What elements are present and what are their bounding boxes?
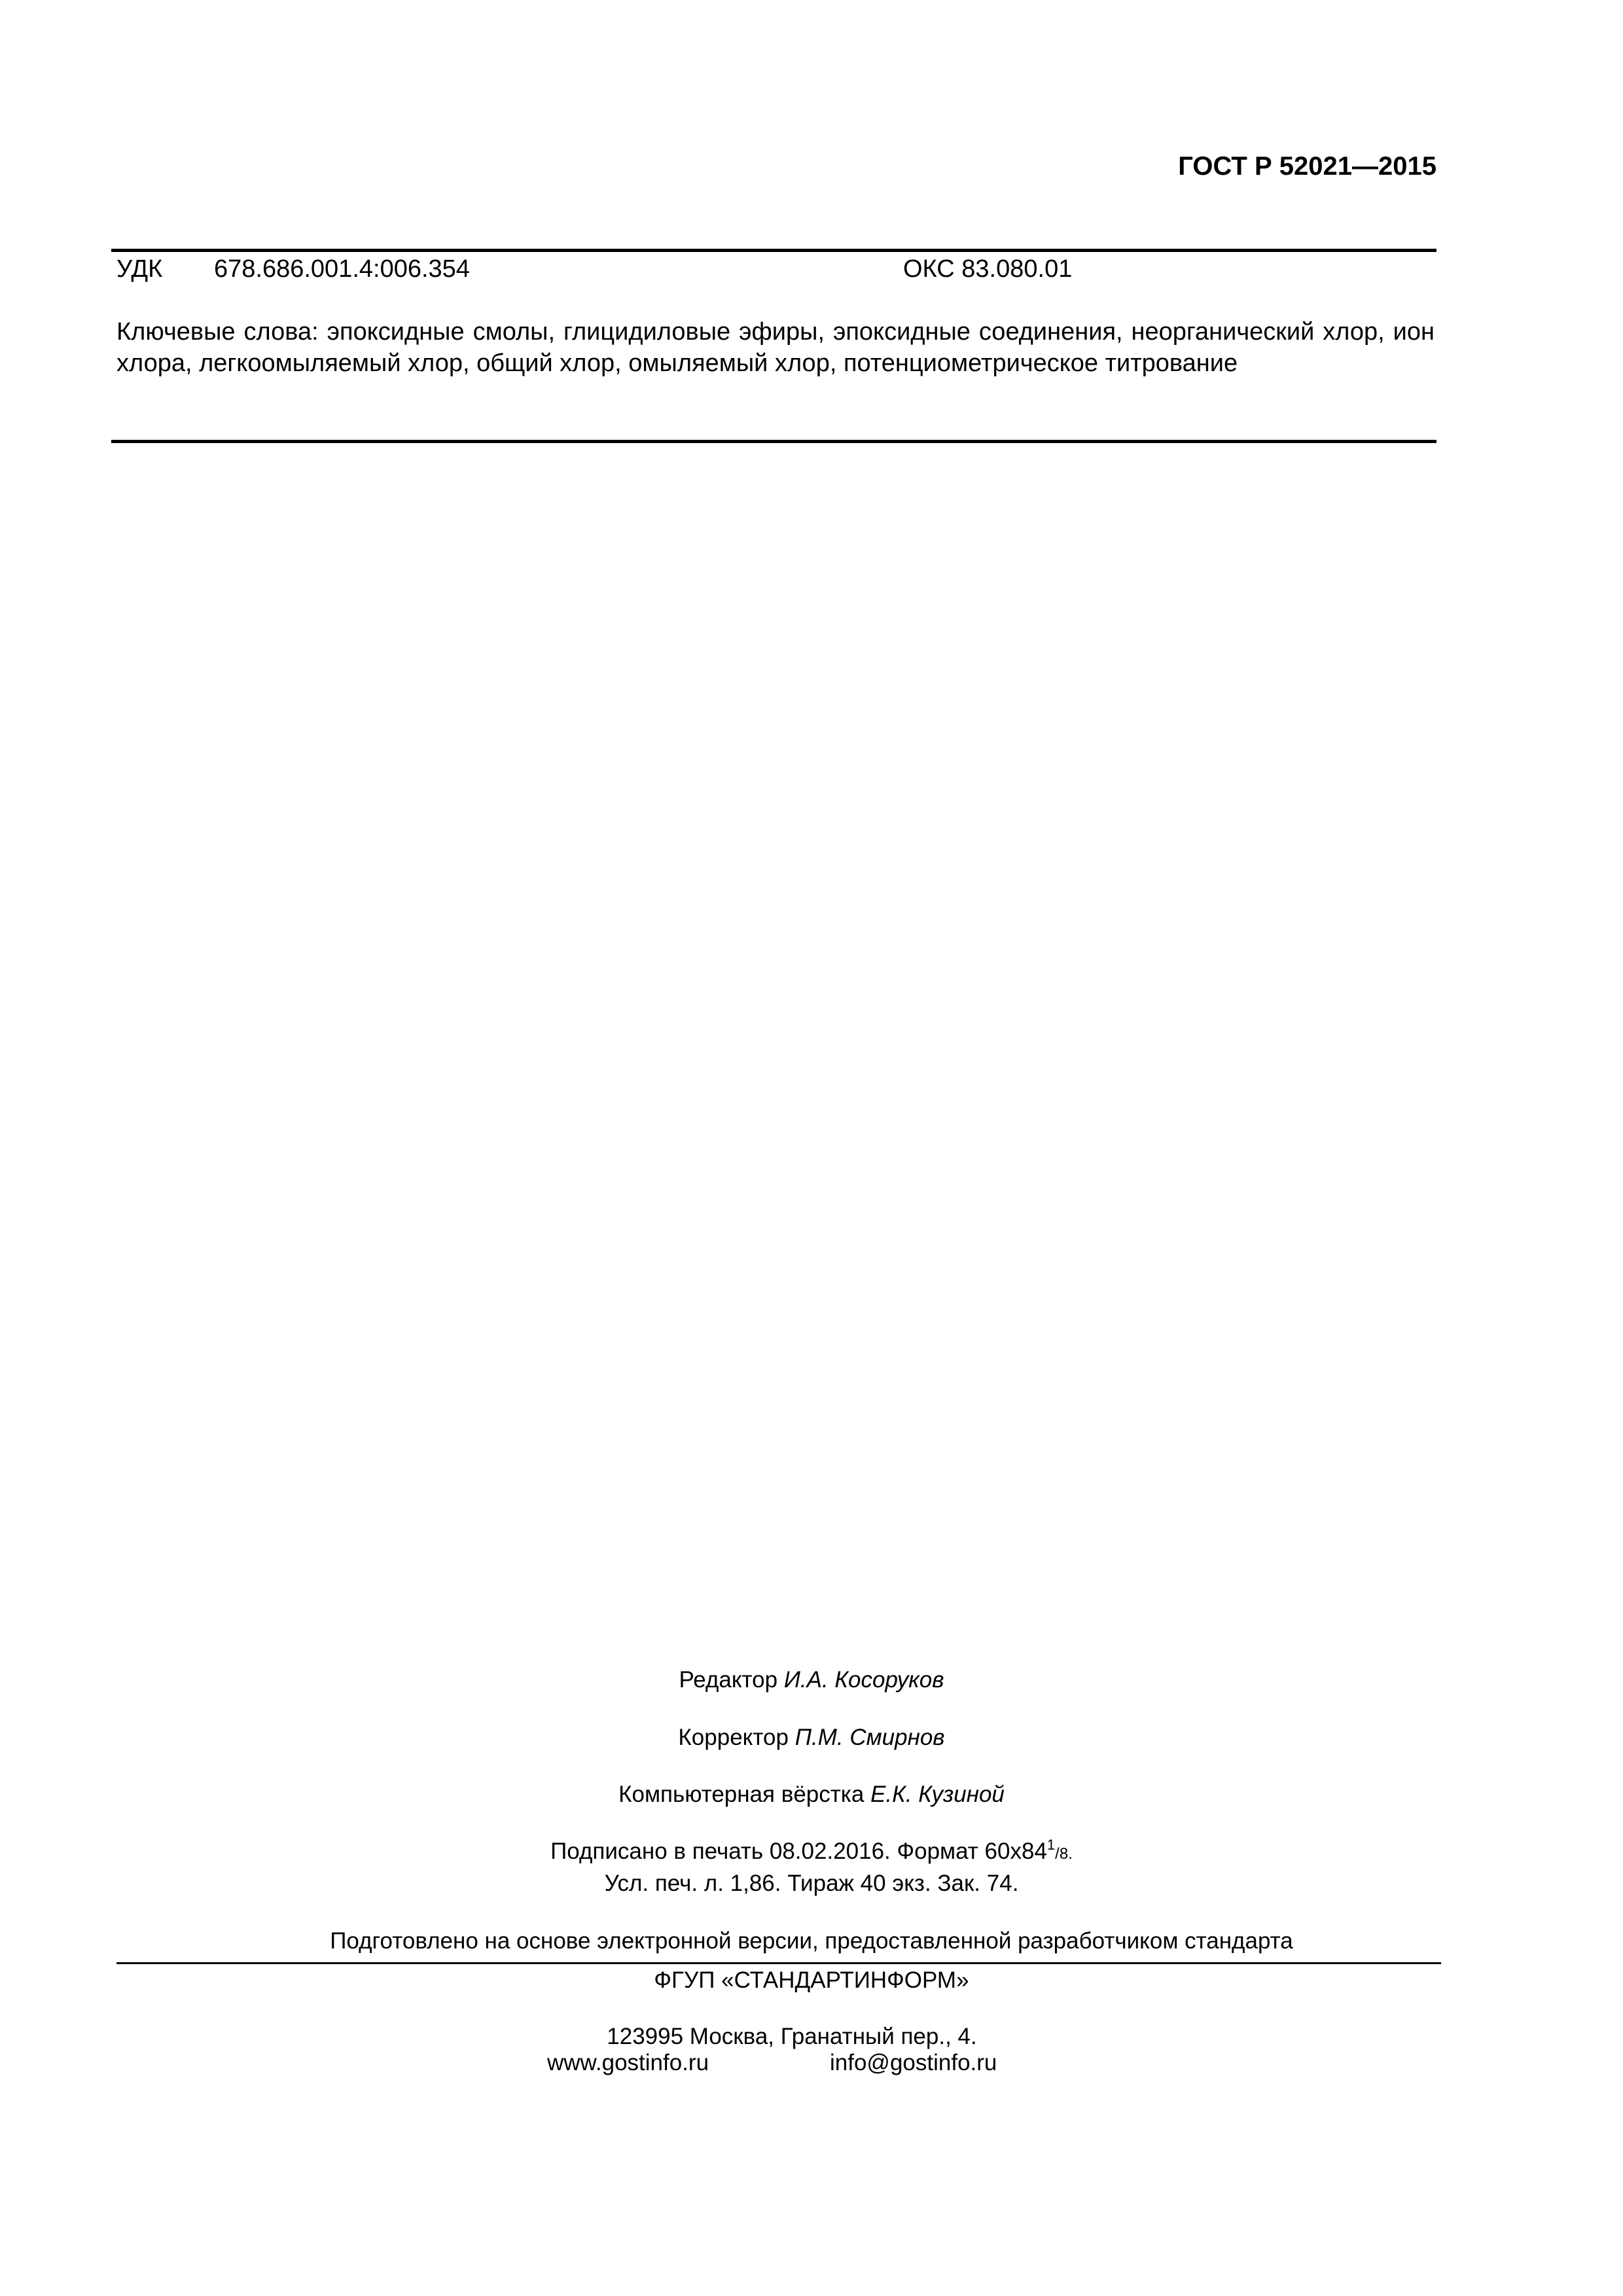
layout-line [0, 1782, 1623, 1808]
corrector-name: П.М. Смирнов [794, 1725, 945, 1750]
website-link[interactable]: www.gostinfo.ru [547, 2050, 709, 2075]
oks-code [903, 255, 1072, 283]
layout-label: Компьютерная вёрстка [618, 1782, 865, 1807]
signed-line [0, 1837, 1623, 1865]
corrector-label: Корректор [678, 1725, 789, 1750]
publisher-address: 123995 Москва, Гранатный пер., 4. [607, 2024, 977, 2049]
keywords-divider [111, 440, 1436, 443]
format-superscript: 1 [1046, 1837, 1056, 1853]
keywords-label: Ключевые слова: [116, 318, 319, 346]
format-denominator: /8. [1055, 1845, 1073, 1863]
editor-name: И.А. Косоруков [783, 1667, 944, 1693]
editor-label: Редактор [679, 1667, 778, 1693]
publisher-name: ФГУП «СТАНДАРТИНФОРМ» [654, 1967, 969, 1993]
oks-label: ОКС [903, 255, 955, 283]
signed-text: Подписано в печать 08.02.2016. Формат 60х84 [550, 1839, 1047, 1864]
prepared-note: Подготовлено на основе электронной версии, предоставленной разработчиком стандарта [330, 1928, 1293, 1954]
footer-divider [116, 1962, 1441, 1964]
top-divider [111, 249, 1436, 252]
print-info-line: Усл. печ. л. 1,86. Тираж 40 экз. Зак. 74. [604, 1871, 1019, 1896]
gost-code: ГОСТ Р 52021—2015 [1178, 152, 1436, 181]
udk-label: УДК [116, 255, 163, 283]
corrector-line [0, 1725, 1623, 1751]
email-link[interactable]: info@gostinfo.ru [830, 2050, 997, 2075]
keywords-text: эпоксидные смолы, глицидиловые эфиры, эпоксидные соединения, неорганический хлор, ион хлора, легкоомыляемый хлор, общий хлор, омыляемый хлор, потенциометрическое титрование [116, 318, 1435, 377]
editor-line [0, 1667, 1623, 1693]
udk-value: 678.686.001.4:006.354 [214, 255, 470, 283]
keywords-paragraph [116, 316, 1435, 379]
oks-value: 83.080.01 [961, 255, 1073, 283]
layout-name: Е.К. Кузиной [870, 1782, 1005, 1807]
